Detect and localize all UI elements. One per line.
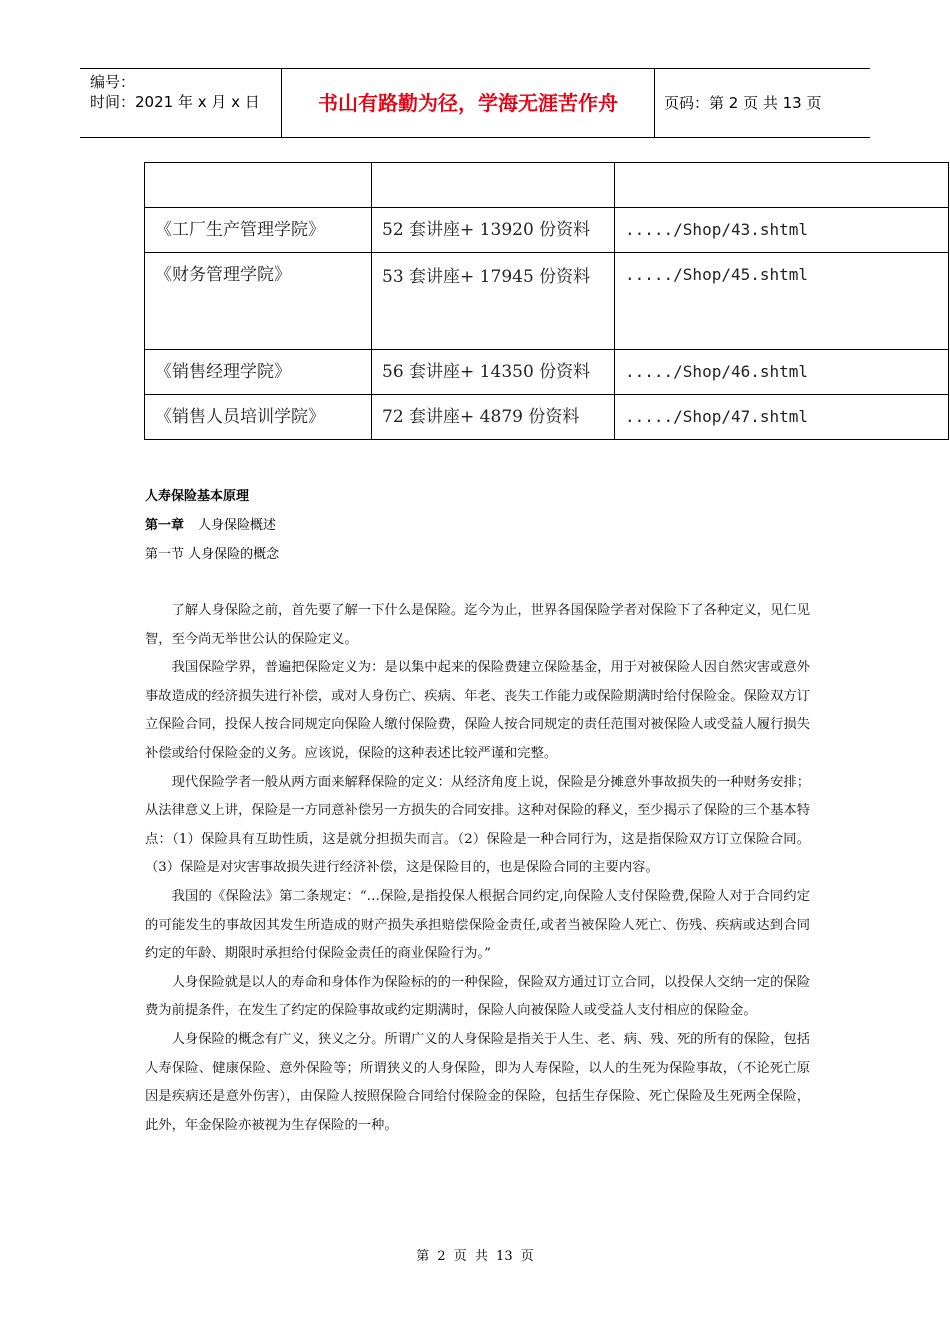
paragraph: 人身保险的概念有广义，狭义之分。所谓广义的人身保险是指关于人生、老、病、残、死的所有的保险，包括人寿保险、健康保险、意外保险等；所谓狭义的人身保险，即为人寿保险，以人的生死为保险事故，（不论死亡原因是疾病还是意外伤害），由保险人按照保险合同给付保险金的保险，包括生存保险、死亡保险及生死两全保险，此外，年金保险亦被视为生存保险的一种。: [145, 1031, 810, 1133]
course-name: 《销售经理学院》: [145, 350, 372, 395]
course-name: 《财务管理学院》: [145, 253, 372, 350]
document-number-label: 编号：: [90, 73, 136, 91]
course-link[interactable]: ...../Shop/47.shtml: [615, 395, 949, 440]
page-footer: 第 2 页 共 13 页: [416, 1249, 534, 1264]
header-divider: [654, 69, 655, 137]
course-name: [145, 163, 372, 208]
course-desc: 72 套讲座+ 4879 份资料: [372, 395, 615, 440]
header-meta: [90, 72, 260, 112]
paragraph: 人身保险就是以人的寿命和身体作为保险标的的一种保险，保险双方通过订立合同，以投保人交纳一定的保险费为前提条件，在发生了约定的保险事故或约定期满时，保险人向被保险人或受益人支付相应的保险金。: [145, 974, 810, 1019]
chapter-heading: [145, 514, 276, 533]
course-desc: 52 套讲座+ 13920 份资料: [372, 208, 615, 253]
chapter-number: 第一章: [145, 518, 185, 533]
paragraph: 现代保险学者一般从两方面来解释保险的定义：从经济角度上说，保险是分摊意外事故损失的一种财务安排；从法律意义上讲，保险是一方同意补偿另一方损失的合同安排。这种对保险的释义，至少揭示了保险的三个基本特点：（1）保险具有互助性质，这是就分担损失而言。（2）保险是一种合同行为，这是指保险双方订立保险合同。（3）保险是对灾害事故损失进行经济补偿，这是保险目的，也是保险合同的主要内容。: [145, 774, 810, 876]
header-motto: 书山有路勤为径，学海无涯苦作舟: [318, 91, 618, 115]
header-page-info: 页码：第 2 页 共 13 页: [664, 94, 822, 112]
course-name: 《工厂生产管理学院》: [145, 208, 372, 253]
body-text: [145, 597, 810, 1140]
paragraph: 我国的《保险法》第二条规定：“…保险,是指投保人根据合同约定,向保险人支付保险费,保险人对于合同约定的可能发生的事故因其发生所造成的财产损失承担赔偿保险金责任,或者当被保险人死亡、伤残、疾病或达到合同约定的年龄、期限时承担给付保险金责任的商业保险行为。”: [145, 888, 810, 962]
document-date: 时间：2021 年 x 月 x 日: [90, 93, 260, 111]
table-row: [145, 350, 949, 395]
table-row: [145, 208, 949, 253]
table-row: [145, 163, 949, 208]
section-heading: 第一节 人身保险的概念: [145, 547, 280, 562]
course-link[interactable]: ...../Shop/46.shtml: [615, 350, 949, 395]
table-row: [145, 395, 949, 440]
course-desc: [372, 163, 615, 208]
course-link: [615, 163, 949, 208]
resource-table: [144, 162, 949, 440]
course-desc: 56 套讲座+ 14350 份资料: [372, 350, 615, 395]
course-link[interactable]: ...../Shop/45.shtml: [615, 253, 949, 350]
course-name: 《销售人员培训学院》: [145, 395, 372, 440]
paragraph: 我国保险学界，普遍把保险定义为：是以集中起来的保险费建立保险基金，用于对被保险人因自然灾害或意外事故造成的经济损失进行补偿，或对人身伤亡、疾病、年老、丧失工作能力或保险期满时给付保险金。保险双方订立保险合同，投保人按合同规定向保险人缴付保险费，保险人按合同规定的责任范围对被保险人或受益人履行损失补偿或给付保险金的义务。应该说，保险的这种表述比较严谨和完整。: [145, 660, 810, 761]
paragraph: 了解人身保险之前，首先要了解一下什么是保险。迄今为止，世界各国保险学者对保险下了各种定义，见仁见智，至今尚无举世公认的保险定义。: [145, 603, 810, 647]
table-row: [145, 253, 949, 350]
page-header: [80, 68, 870, 138]
chapter-title: 人身保险概述: [198, 518, 277, 533]
document-title: 人寿保险基本原理: [145, 489, 250, 504]
course-desc: 53 套讲座+ 17945 份资料: [372, 253, 615, 350]
course-link[interactable]: ...../Shop/43.shtml: [615, 208, 949, 253]
